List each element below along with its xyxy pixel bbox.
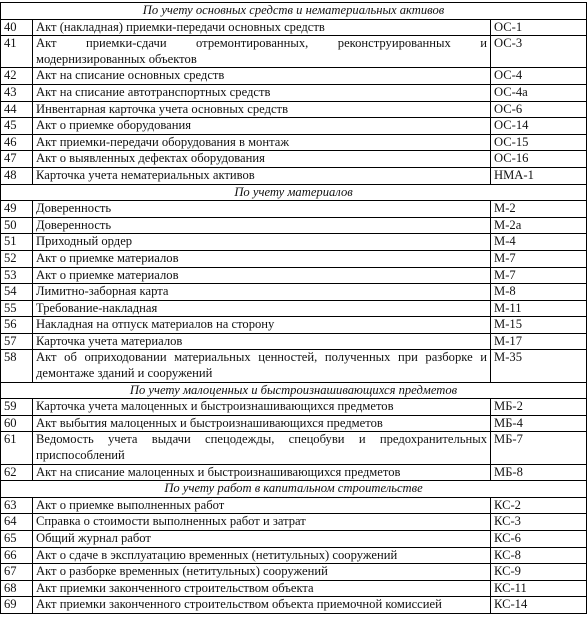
table-row (1, 464, 587, 481)
form-code-cell: МБ-7 (491, 432, 587, 464)
form-code-cell: М-17 (491, 333, 587, 350)
document-name-cell: Акт приемки законченного строительством объекта приемочной комиссией (33, 597, 491, 614)
document-name-cell: Лимитно-заборная карта (33, 284, 491, 301)
row-number-cell: 44 (1, 101, 33, 118)
table-row (1, 284, 587, 301)
document-name-cell: Акт на списание автотранспортных средств (33, 84, 491, 101)
document-name-cell: Требование-накладная (33, 300, 491, 317)
row-number-cell: 52 (1, 250, 33, 267)
document-name-cell: Акт на списание малоценных и быстроизнашивающихся предметов (33, 464, 491, 481)
document-name-cell: Накладная на отпуск материалов на сторону (33, 317, 491, 334)
table-row (1, 19, 587, 36)
section-header-row (1, 481, 587, 498)
section-header-row (1, 184, 587, 201)
table-row (1, 234, 587, 251)
table-row (1, 580, 587, 597)
document-name-cell: Акт приемки-сдачи отремонтированных, реконструированных и модернизированных объектов (33, 36, 491, 68)
document-name-cell: Акт о приемке оборудования (33, 118, 491, 135)
row-number-cell: 40 (1, 19, 33, 36)
document-name-cell: Акт о сдаче в эксплуатацию временных (нетитульных) сооружений (33, 547, 491, 564)
section-title: По учету работ в капитальном строительстве (1, 481, 587, 498)
table-row (1, 134, 587, 151)
section-title: По учету малоценных и быстроизнашивающихся предметов (1, 382, 587, 399)
document-name-cell: Карточка учета нематериальных активов (33, 167, 491, 184)
section-header-row (1, 3, 587, 20)
form-code-cell: М-4 (491, 234, 587, 251)
table-row (1, 415, 587, 432)
table-row (1, 250, 587, 267)
document-name-cell: Акт о приемке выполненных работ (33, 497, 491, 514)
table-row (1, 217, 587, 234)
document-name-cell: Карточка учета малоценных и быстроизнашивающихся предметов (33, 399, 491, 416)
document-name-cell: Ведомость учета выдачи спецодежды, спецобуви и предохранительных приспособлений (33, 432, 491, 464)
row-number-cell: 55 (1, 300, 33, 317)
row-number-cell: 69 (1, 597, 33, 614)
form-code-cell: ОС-6 (491, 101, 587, 118)
form-code-cell: ОС-14 (491, 118, 587, 135)
forms-table-body (1, 3, 587, 614)
row-number-cell: 46 (1, 134, 33, 151)
form-code-cell: КС-11 (491, 580, 587, 597)
form-code-cell: НМА-1 (491, 167, 587, 184)
row-number-cell: 66 (1, 547, 33, 564)
row-number-cell: 63 (1, 497, 33, 514)
table-row (1, 300, 587, 317)
form-code-cell: КС-6 (491, 531, 587, 548)
row-number-cell: 60 (1, 415, 33, 432)
table-row (1, 333, 587, 350)
form-code-cell: М-11 (491, 300, 587, 317)
document-name-cell: Акт о приемке материалов (33, 250, 491, 267)
table-row (1, 350, 587, 382)
row-number-cell: 67 (1, 564, 33, 581)
row-number-cell: 54 (1, 284, 33, 301)
form-code-cell: МБ-8 (491, 464, 587, 481)
document-name-cell: Акт (накладная) приемки-передачи основных средств (33, 19, 491, 36)
row-number-cell: 49 (1, 201, 33, 218)
form-code-cell: МБ-4 (491, 415, 587, 432)
table-row (1, 84, 587, 101)
document-name-cell: Акт о приемке материалов (33, 267, 491, 284)
document-name-cell: Акт приемки законченного строительством объекта (33, 580, 491, 597)
table-row (1, 68, 587, 85)
row-number-cell: 56 (1, 317, 33, 334)
row-number-cell: 58 (1, 350, 33, 382)
table-row (1, 101, 587, 118)
document-name-cell: Акт выбытия малоценных и быстроизнашивающихся предметов (33, 415, 491, 432)
row-number-cell: 43 (1, 84, 33, 101)
row-number-cell: 57 (1, 333, 33, 350)
table-row (1, 547, 587, 564)
table-row (1, 151, 587, 168)
form-code-cell: КС-9 (491, 564, 587, 581)
form-code-cell: М-7 (491, 267, 587, 284)
document-name-cell: Акт на списание основных средств (33, 68, 491, 85)
document-name-cell: Акт о разборке временных (нетитульных) сооружений (33, 564, 491, 581)
form-code-cell: М-8 (491, 284, 587, 301)
row-number-cell: 45 (1, 118, 33, 135)
row-number-cell: 47 (1, 151, 33, 168)
document-name-cell: Инвентарная карточка учета основных средств (33, 101, 491, 118)
row-number-cell: 68 (1, 580, 33, 597)
table-row (1, 597, 587, 614)
form-code-cell: ОС-4а (491, 84, 587, 101)
row-number-cell: 64 (1, 514, 33, 531)
table-row (1, 531, 587, 548)
section-title: По учету основных средств и нематериальных активов (1, 3, 587, 20)
form-code-cell: М-35 (491, 350, 587, 382)
row-number-cell: 50 (1, 217, 33, 234)
row-number-cell: 62 (1, 464, 33, 481)
row-number-cell: 65 (1, 531, 33, 548)
document-name-cell: Справка о стоимости выполненных работ и затрат (33, 514, 491, 531)
form-code-cell: ОС-4 (491, 68, 587, 85)
table-row (1, 36, 587, 68)
table-row (1, 432, 587, 464)
form-code-cell: ОС-3 (491, 36, 587, 68)
section-title: По учету материалов (1, 184, 587, 201)
form-code-cell: М-15 (491, 317, 587, 334)
document-name-cell: Карточка учета материалов (33, 333, 491, 350)
table-row (1, 167, 587, 184)
document-name-cell: Акт об оприходовании материальных ценностей, полученных при разборке и демонтаже зданий и сооружений (33, 350, 491, 382)
form-code-cell: М-2 (491, 201, 587, 218)
form-code-cell: М-7 (491, 250, 587, 267)
row-number-cell: 53 (1, 267, 33, 284)
form-code-cell: М-2а (491, 217, 587, 234)
document-name-cell: Акт приемки-передачи оборудования в монтаж (33, 134, 491, 151)
table-row (1, 267, 587, 284)
document-name-cell: Приходный ордер (33, 234, 491, 251)
table-row (1, 118, 587, 135)
row-number-cell: 42 (1, 68, 33, 85)
form-code-cell: МБ-2 (491, 399, 587, 416)
form-code-cell: ОС-15 (491, 134, 587, 151)
form-code-cell: КС-2 (491, 497, 587, 514)
forms-table (0, 2, 587, 614)
row-number-cell: 48 (1, 167, 33, 184)
table-row (1, 514, 587, 531)
form-code-cell: ОС-1 (491, 19, 587, 36)
table-row (1, 317, 587, 334)
row-number-cell: 51 (1, 234, 33, 251)
row-number-cell: 41 (1, 36, 33, 68)
form-code-cell: КС-8 (491, 547, 587, 564)
row-number-cell: 61 (1, 432, 33, 464)
row-number-cell: 59 (1, 399, 33, 416)
document-name-cell: Доверенность (33, 201, 491, 218)
table-row (1, 564, 587, 581)
table-row (1, 399, 587, 416)
document-name-cell: Доверенность (33, 217, 491, 234)
form-code-cell: КС-14 (491, 597, 587, 614)
form-code-cell: КС-3 (491, 514, 587, 531)
document-name-cell: Акт о выявленных дефектах оборудования (33, 151, 491, 168)
document-name-cell: Общий журнал работ (33, 531, 491, 548)
section-header-row (1, 382, 587, 399)
form-code-cell: ОС-16 (491, 151, 587, 168)
table-row (1, 497, 587, 514)
table-row (1, 201, 587, 218)
